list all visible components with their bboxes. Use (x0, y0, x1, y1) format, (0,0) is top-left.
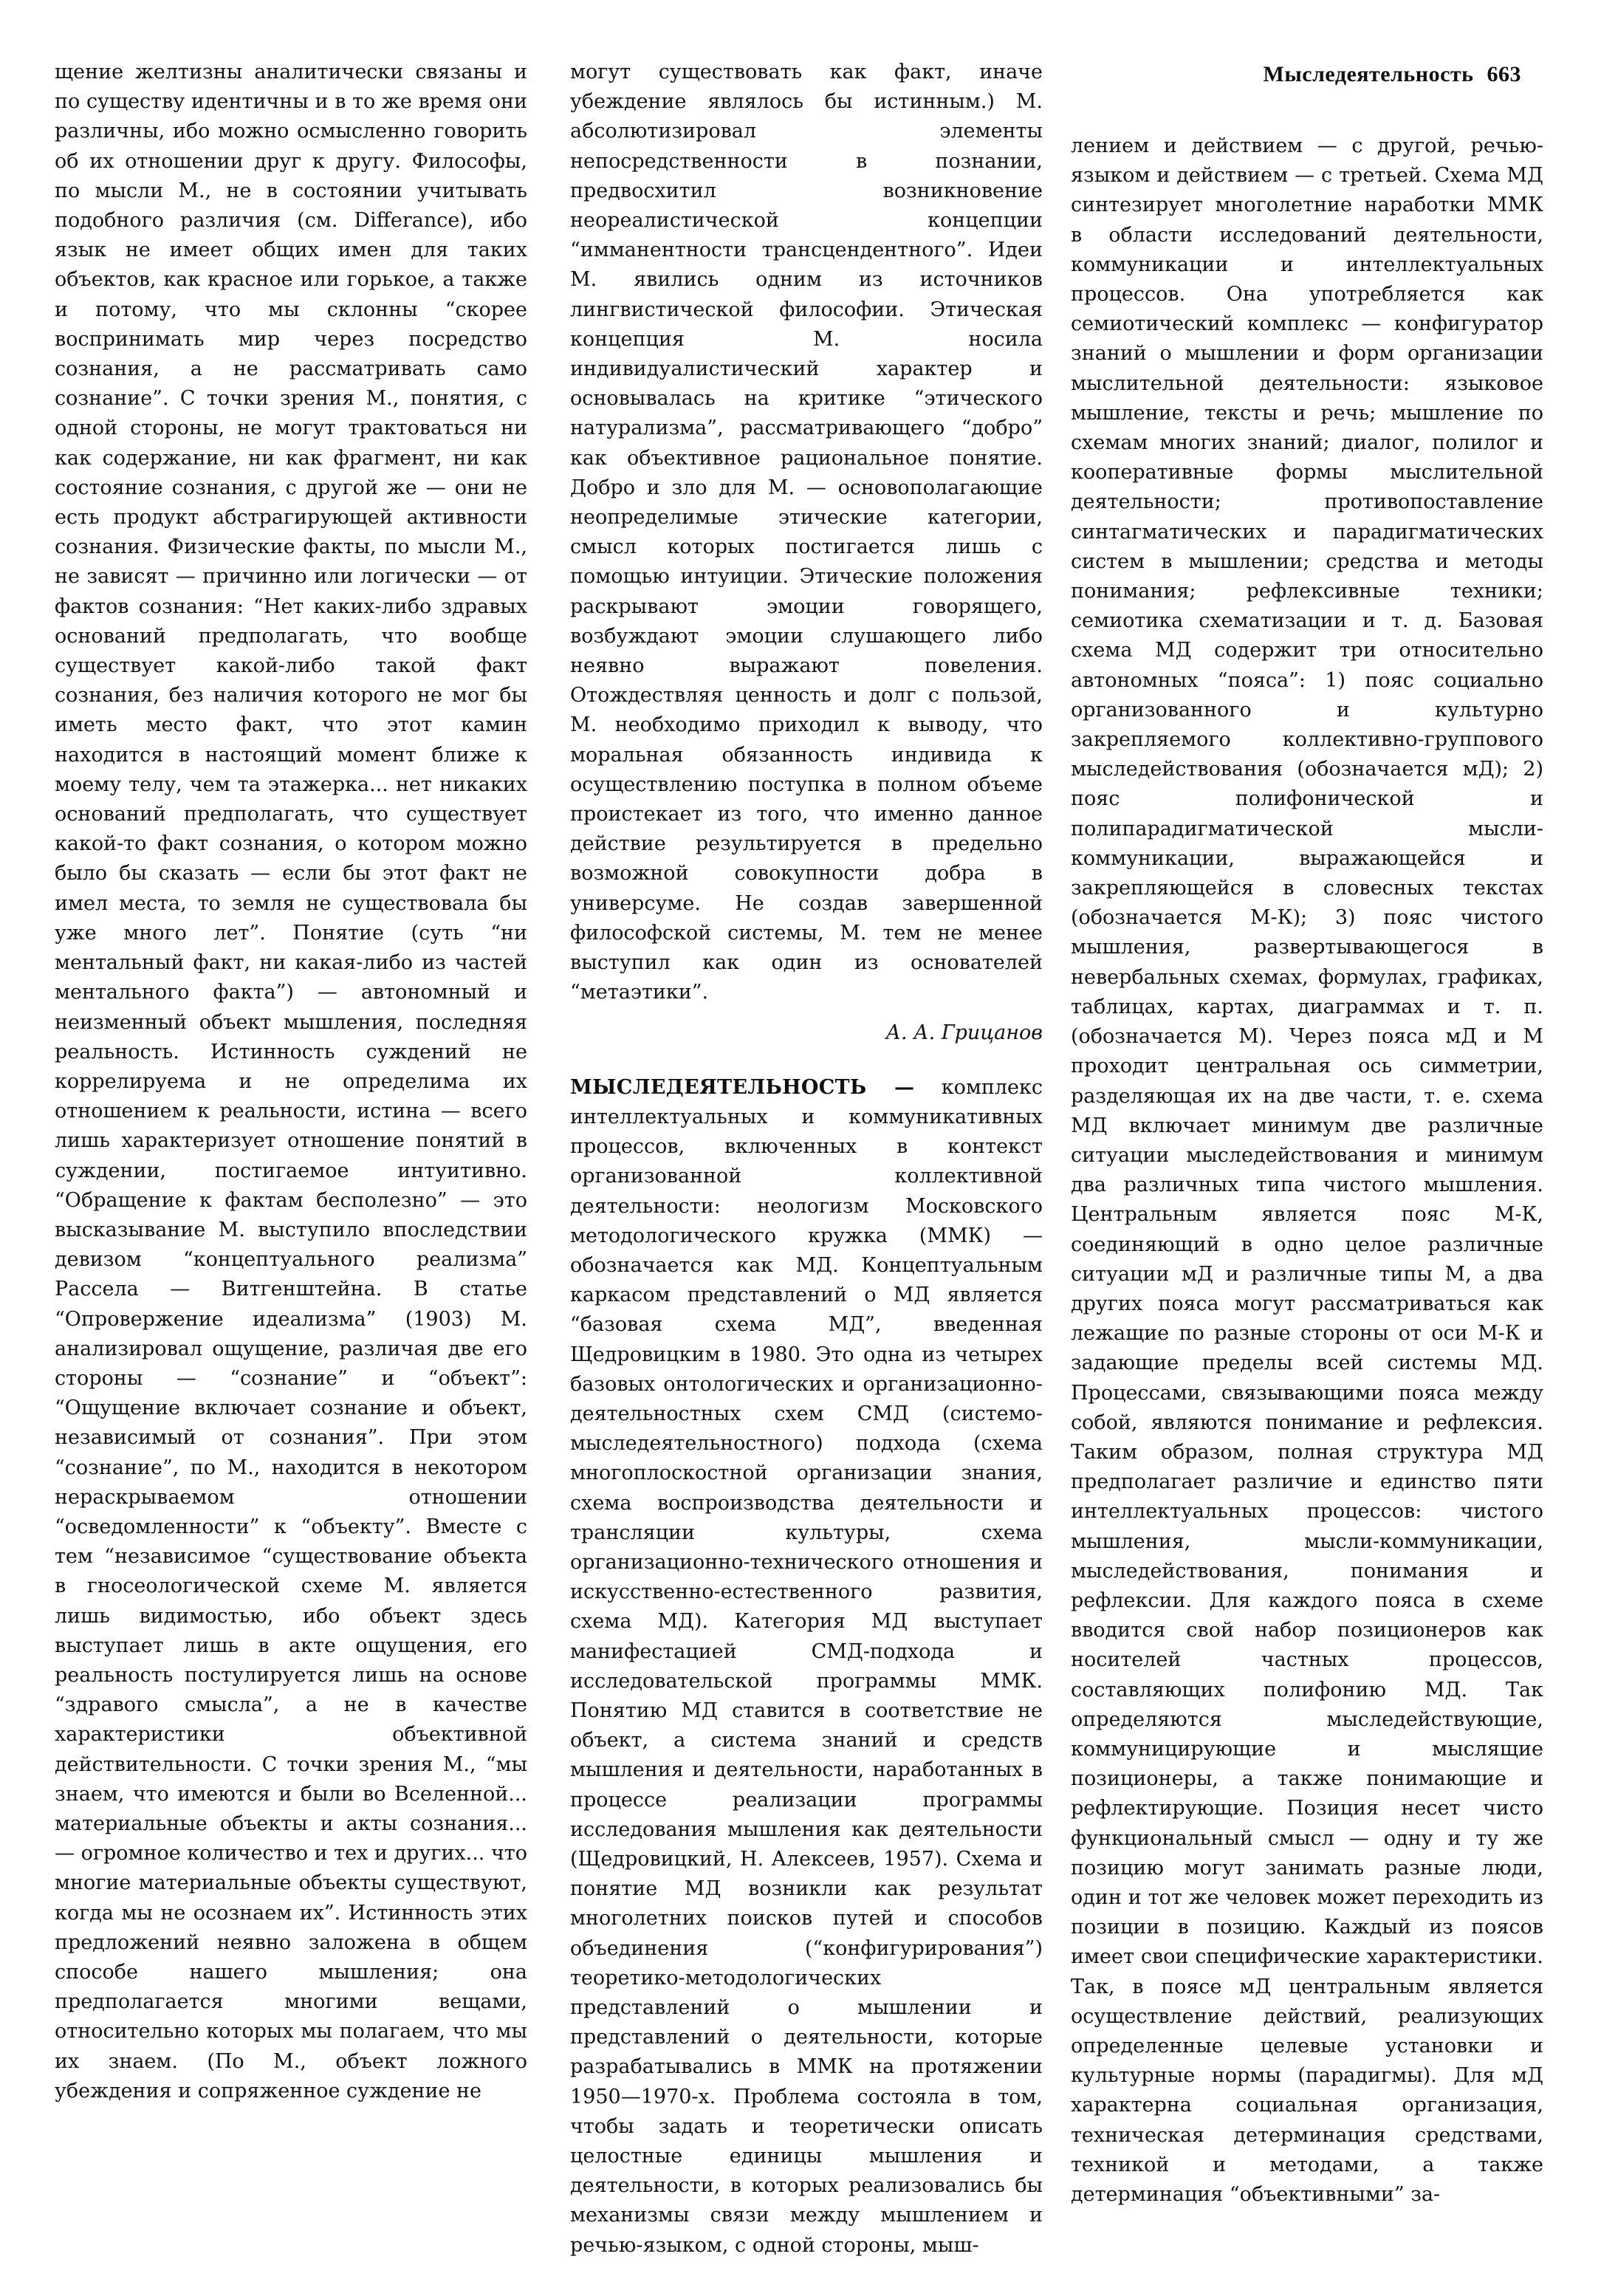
entry-headword: МЫСЛЕДЕЯТЕЛЬНОСТЬ — (570, 1075, 915, 1099)
column-2-paragraph-1: могут существовать как факт, иначе убеждение являлось бы истинным.) М. абсолютизировал элементы непосредственности в познании, предвосхитил возникновение неореалистической концепции “имманентности трансцендентного”. Идеи М. явились одним из источников лингвистической философии. Этическая концепция М. носила индивидуалистический характер и основывалась на критике “этического натурализма”, рассматривающего “добро” как объективное рациональное понятие. Добро и зло для М. — основополагающие неопределимые этические категории, смысл которых постигается лишь с помощью интуиции. Этические положения раскрывают эмоции говорящего, возбуждают эмоции слушающего либо неявно выражают повеления. Отождествляя ценность и долг с пользой, М. необходимо приходил к выводу, что моральная обязанность индивида к осуществлению поступка в полном объеме проистекает из того, что именно данное действие результируется в предельно возможной совокупности добра в универсуме. Не создав завершенной философской системы, М. тем не менее выступил как один из основателей “метаэтики”. (570, 61, 1043, 1004)
text-column-1 (55, 58, 527, 2236)
running-head-title: Мыследеятельность (1263, 62, 1474, 86)
author-signature: А. А. Грицанов (885, 1021, 1043, 1044)
column-3-paragraph: лением и действием — с другой, речью-языком и действием — с третьей. Схема МД синтезирует многолетние наработки ММК в области исследований деятельности, коммуникации и интеллектуальных процессов. Она употребляется как семиотический комплекс — конфигуратор знаний о мышлении и форм организации мыслительной деятельности: языковое мышление, тексты и речь; мышление по схемам многих знаний; диалог, полилог и кооперативные формы мыслительной деятельности; противопоставление синтагматических и парадигматических систем в мышлении; средства и методы понимания; рефлексивные техники; семиотика схематизации и т. д. Базовая схема МД содержит три относительно автономных “пояса”: 1) пояс социально организованного и культурно закрепляемого коллективно-группового мыследействования (обозначается мД); 2) пояс полифонической и полипарадигматической мысли-коммуникации, выражающейся и закрепляющейся в словесных текстах (обозначается М-К); 3) пояс чистого мышления, развертывающегося в невербальных схемах, формулах, графиках, таблицах, картах, диаграммах и т. п. (обозначается М). Через пояса мД и М проходит центральная ось симметрии, разделяющая их на две части, т. е. схема МД включает минимум две различные ситуации мыследействования и минимум два различных типа чистого мышления. Центральным является пояс М-К, соединяющий в одно целое различные ситуации мД и различные типы М, а два других пояса могут рассматриваться как лежащие по разные стороны от оси М-К и задающие пределы всей системы МД. Процессами, связывающими пояса между собой, являются понимание и рефлексия. Таким образом, полная структура МД предполагает различие и единство пяти интеллектуальных процессов: чистого мышления, мысли-коммуникации, мыследействования, понимания и рефлексии. Для каждого пояса в схеме вводится свой набор позиционеров как носителей частных процессов, составляющих полифонию МД. Так определяются мыследействующие, коммуницирующие и мыслящие позиционеры, а также понимающие и рефлектирующие. Позиция несет чисто функциональный смысл — одну и ту же позицию могут занимать разные люди, один и тот же человек может переходить из позиции в позицию. Каждый из поясов имеет свои специфические характеристики. Так, в поясе мД центральным является осуществление действий, реализующих определенные целевые установки и культурные нормы (парадигмы). Для мД характерна социальная организация, техническая детерминация средствами, техникой и методами, а также детерминация “объективными” за- (1071, 134, 1543, 2207)
entry-paragraph (570, 1073, 1043, 2261)
text-column-3 (1071, 131, 1543, 2236)
running-head (1264, 62, 1521, 87)
entry-definition: комплекс интеллектуальных и коммуникативных процессов, включенных в контекст организованной коллективной деятельности: неологизм Московского методологического кружка (ММК) — обозначается как МД. Концептуальным каркасом представлений о МД является “базовая схема МД”, введенная Щедровицким в 1980. Это одна из четырех базовых онтологических и организационно-деятельностных схем СМД (системо-мыследеятельностного) подхода (схема многоплоскостной организации знания, схема воспроизводства деятельности и трансляции культуры, схема организационно-технического отношения и искусственно-естественного развития, схема МД). Категория МД выступает манифестацией СМД-подхода и исследовательской программы ММК. Понятию МД ставится в соответствие не объект, а система знаний и средств мышления и деятельности, наработанных в процессе реализации программы исследования мышления как деятельности (Щедровицкий, Н. Алексеев, 1957). Схема и понятие МД возникли как результат многолетних поисков путей и способов объединения (“конфигурирования”) теоретико-методологических представлений о мышлении и представлений о деятельности, которые разрабатывались в ММК на протяжении 1950—1970-х. Проблема состояла в том, чтобы задать и теоретически описать целостные единицы мышления и деятельности, в которых реализовались бы механизмы связи между мышлением и речью-языком, с одной стороны, мыш- (570, 1075, 1043, 2257)
column-1-paragraph: щение желтизны аналитически связаны и по существу идентичны и в то же время они различны, ибо можно осмысленно говорить об их отношении друг к другу. Философы, по мысли М., не в состоянии учитывать подобного различия (см. Differance), ибо язык не имеет общих имен для таких объектов, как красное или горькое, а также и потому, что мы склонны “скорее воспринимать мир через посредство сознания, а не рассматривать само сознание”. С точки зрения М., понятия, с одной стороны, не могут трактоваться ни как содержание, ни как фрагмент, ни как состояние сознания, с другой же — они не есть продукт абстрагирующей активности сознания. Физические факты, по мысли М., не зависят — причинно или логически — от фактов сознания: “Нет каких-либо здравых оснований предполагать, что вообще существует какой-либо такой факт сознания, без наличия которого не мог бы иметь место факт, что этот камин находится в настоящий момент ближе к моему телу, чем та этажерка... нет никаких оснований предполагать, что существует какой-то факт сознания, о котором можно было бы сказать — если бы этот факт не имел места, то земля не существовала бы уже много лет”. Понятие (суть “ни ментальный факт, ни какая-либо из частей ментального факта”) — автономный и неизменный объект мышления, последняя реальность. Истинность суждений не коррелируема и не определима их отношением к реальности, истина — всего лишь характеризует отношение понятий в суждении, постигаемое интуитивно. “Обращение к фактам бесполезно” — это высказывание М. выступило впоследствии девизом “концептуального реализма” Рассела — Витгенштейна. В статье “Опровержение идеализма” (1903) М. анализировал ощущение, различая две его стороны — “сознание” и “объект”: “Ощущение включает сознание и объект, независимый от сознания”. При этом “сознание”, по М., находится в некотором нераскрываемом отношении “осведомленности” к “объекту”. Вместе с тем “независимое “существование объекта в гносеологической схеме М. является лишь видимостью, ибо объект здесь выступает лишь в акте ощущения, его реальность постулируется лишь на основе “здравого смысла”, а не в качестве характеристики объективной действительности. С точки зрения М., “мы знаем, что имеются и были во Вселенной... материальные объекты и акты сознания... — огромное количество и тех и других... что многие материальные объекты существуют, когда мы не осознаем их”. Истинность этих предложений неявно заложена в общем способе нашего мышления; она предполагается многими вещами, относительно которых мы полагаем, что мы их знаем. (По М., объект ложного убеждения и сопряженное суждение не (55, 61, 527, 2103)
text-column-2 (570, 58, 1043, 2257)
page-number: 663 (1487, 62, 1521, 86)
